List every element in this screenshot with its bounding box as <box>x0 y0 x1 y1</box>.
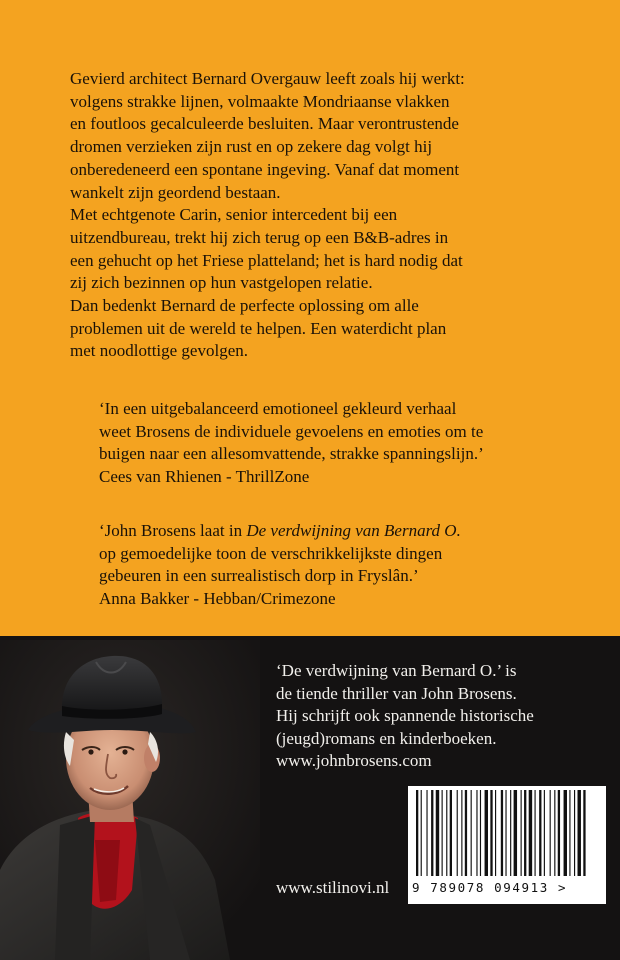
isbn-barcode <box>408 786 606 904</box>
blurb-line: dromen verzieken zijn rust en op zekere dag volgt hij <box>70 137 433 157</box>
blurb-line: problemen uit de wereld te helpen. Een waterdicht plan <box>70 318 447 338</box>
barcode-bar <box>521 790 522 876</box>
barcode-bar <box>564 790 567 876</box>
quote-line: gebeuren in een surrealistisch dorp in Fryslân.’ <box>99 566 419 586</box>
barcode-bar <box>501 790 503 876</box>
author-website[interactable]: www.johnbrosens.com <box>276 751 432 771</box>
barcode-bar <box>539 790 541 876</box>
quote-line <box>99 520 599 543</box>
barcode-bar <box>583 790 585 876</box>
barcode-bar <box>476 790 477 876</box>
barcode-bar <box>446 790 447 876</box>
blurb-line: Dan bedenkt Bernard de perfecte oplossing om alle <box>70 296 419 316</box>
barcode-bar <box>535 790 536 876</box>
barcode-bar <box>471 790 472 876</box>
isbn-number: 9 789078 094913 > <box>412 880 568 895</box>
barcode-bar <box>461 790 462 876</box>
barcode-bar <box>465 790 467 876</box>
author-bio-line: Hij schrijft ook spannende historische <box>276 706 534 726</box>
barcode-bar <box>544 790 545 876</box>
barcode-bar <box>457 790 458 876</box>
blurb-line: een gehucht op het Friese platteland; het is hard nodig dat <box>70 250 463 270</box>
barcode-bar <box>524 790 526 876</box>
barcode-bar <box>569 790 570 876</box>
barcode-bar <box>485 790 488 876</box>
barcode-bar <box>442 790 443 876</box>
barcode-bar <box>578 790 581 876</box>
book-title: De verdwijning van Bernard O. <box>246 521 461 540</box>
author-bio-line: ‘De verdwijning van Bernard O.’ is <box>276 661 517 680</box>
barcode-bar <box>514 790 517 876</box>
blurb-line: Gevierd architect Bernard Overgauw leeft zoals hij werkt: <box>70 69 465 88</box>
blurb-line: volgens strakke lijnen, volmaakte Mondriaanse vlakken <box>70 91 450 111</box>
author-bio-line: de tiende thriller van John Brosens. <box>276 683 517 703</box>
author-bio <box>276 660 606 773</box>
publisher-website[interactable]: www.stilinovi.nl <box>276 878 390 897</box>
quote-line: op gemoedelijke toon de verschrikkelijkste dingen <box>99 543 443 563</box>
barcode-bar <box>558 790 560 876</box>
barcode-bar <box>529 790 532 876</box>
review-quote-thrillzone <box>99 398 599 489</box>
author-photo <box>0 640 260 960</box>
quote-source: Cees van Rhienen - ThrillZone <box>99 467 310 487</box>
blurb-line: met noodlottige gevolgen. <box>70 341 248 361</box>
quote-source: Anna Bakker - Hebban/Crimezone <box>99 589 336 609</box>
barcode-bar <box>480 790 481 876</box>
barcode-bar <box>490 790 492 876</box>
barcode-bar <box>550 790 551 876</box>
barcode-bar <box>421 790 422 876</box>
barcode-bar <box>495 790 496 876</box>
blurb-line: en foutloos gecalculeerde besluiten. Maar verontrustende <box>70 114 459 134</box>
barcode-bar <box>450 790 452 876</box>
blurb-line: Met echtgenote Carin, senior intercedent bij een <box>70 205 398 225</box>
barcode-bar <box>554 790 555 876</box>
quote-line: weet Brosens de individuele gevoelens en emoties om te <box>99 421 484 441</box>
blurb-text <box>70 68 590 363</box>
quote-line: buigen naar een allesomvattende, strakke spanningslijn.’ <box>99 444 484 464</box>
quote-line: ‘In een uitgebalanceerd emotioneel gekleurd verhaal <box>99 399 457 418</box>
barcode-bar <box>574 790 575 876</box>
barcode-bar <box>510 790 511 876</box>
barcode-bar <box>431 790 433 876</box>
blurb-line: uitzendbureau, trekt hij zich terug op een B&B-adres in <box>70 227 449 247</box>
barcode-bars <box>414 790 600 878</box>
author-bio-line: (jeugd)romans en kinderboeken. <box>276 728 497 748</box>
blurb-line: zij zich bezinnen op hun vastgelopen relatie. <box>70 273 373 293</box>
barcode-bar <box>505 790 506 876</box>
review-quote-hebban <box>99 520 599 611</box>
barcode-bar <box>436 790 439 876</box>
barcode-bar <box>416 790 418 876</box>
quote-prefix: ‘John Brosens laat in <box>99 521 247 540</box>
blurb-line: wankelt zijn geordend bestaan. <box>70 182 281 202</box>
barcode-bar <box>426 790 427 876</box>
blurb-line: onberedeneerd een spontane ingeving. Vanaf dat moment <box>70 159 460 179</box>
